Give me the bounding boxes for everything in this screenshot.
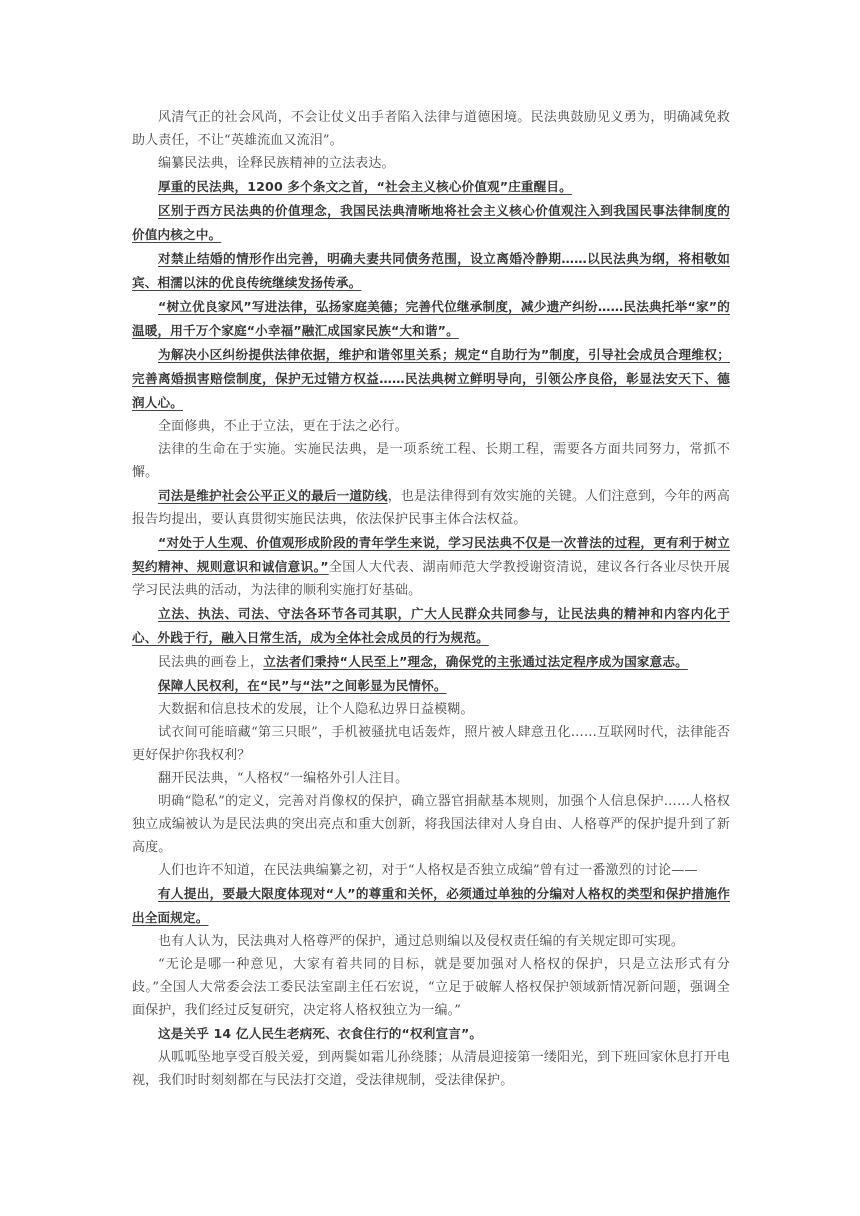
emphasized-text: 立法、执法、司法、守法各环节各司其职，广大人民群众共同参与，让民法典的精神和内容内化于心、外践于行，融入日常生活，成为全体社会成员的行为规范。 xyxy=(132,606,730,645)
paragraph-text: 全国人大代表、湖南师范大学教授谢资清说，建议各行各业尽快开展学习民法典的活动，为法律的顺利实施打好基础。 xyxy=(132,560,730,598)
emphasized-text: 保障人民权利，在“民”与“法”之间彰显为民情怀。 xyxy=(158,678,447,693)
document-page xyxy=(132,106,730,1092)
paragraph xyxy=(132,152,730,175)
paragraph xyxy=(132,721,730,767)
paragraph xyxy=(132,698,730,721)
paragraph xyxy=(132,247,730,295)
paragraph xyxy=(132,438,730,484)
emphasized-text: 对禁止结婚的情形作出完善，明确夫妻共同债务范围，设立离婚冷静期……以民法典为纲，将相敬如宾、相濡以沫的优良传统继续发扬传承。 xyxy=(132,251,730,290)
paragraph xyxy=(132,295,730,343)
paragraph xyxy=(132,175,730,199)
paragraph-text: 也有人认为，民法典对人格尊严的保护，通过总则编以及侵权责任编的有关规定即可实现。 xyxy=(158,934,685,949)
paragraph xyxy=(132,882,730,930)
emphasized-text: 这是关乎 14 亿人民生老病死、衣食住行的“权利宣言”。 xyxy=(158,1026,483,1041)
emphasized-text: 为解决小区纠纷提供法律依据，维护和谐邻里关系；规定“自助行为”制度，引导社会成员合理维权；完善离婚损害赔偿制度，保护无过错方权益……民法典树立鲜明导向，引领公序良俗，彰显法安天下、德润人心。 xyxy=(132,347,730,410)
paragraph xyxy=(132,1022,730,1046)
paragraph-text: 编纂民法典，诠释民族精神的立法表达。 xyxy=(158,156,395,171)
emphasized-text: 有人提出，要最大限度体现对“人”的尊重和关怀，必须通过单独的分编对人格权的类型和保护措施作出全面规定。 xyxy=(132,886,730,925)
paragraph xyxy=(132,953,730,1022)
paragraph-text: 明确“隐私”的定义，完善对肖像权的保护，确立器官捐献基本规则，加强个人信息保护……人格权独立成编被认为是民法典的突出亮点和重大创新，将我国法律对人身自由、人格尊严的保护提升到了新高度。 xyxy=(132,794,730,855)
paragraph-text: 风清气正的社会风尚，不会让仗义出手者陷入法律与道德困境。民法典鼓励见义勇为，明确减免救助人责任，不让“英雄流血又流泪”。 xyxy=(132,110,730,148)
emphasized-text: “树立优良家风”写进法律，弘扬家庭美德；完善代位继承制度，减少遗产纠纷……民法典托举“家”的温暖，用千万个家庭“小幸福”融汇成国家民族“大和谐”。 xyxy=(132,299,730,338)
paragraph xyxy=(132,930,730,953)
paragraph xyxy=(132,859,730,882)
paragraph xyxy=(132,106,730,152)
paragraph xyxy=(132,790,730,859)
emphasized-text: 区别于西方民法典的价值理念，我国民法典清晰地将社会主义核心价值观注入到我国民事法律制度的价值内核之中。 xyxy=(132,203,730,242)
paragraph-text: 民法典的画卷上， xyxy=(158,655,264,670)
paragraph xyxy=(132,531,730,602)
paragraph xyxy=(132,650,730,674)
paragraph xyxy=(132,602,730,650)
paragraph-text: 翻开民法典，“人格权”一编格外引人注目。 xyxy=(158,771,409,786)
paragraph-text: “无论是哪一种意见，大家有着共同的目标，就是要加强对人格权的保护，只是立法形式有分歧。”全国人大常委会法工委民法室副主任石宏说，“立足于破解人格权保护领域新情况新问题，强调全面保护，我们经过反复研究，决定将人格权独立为一编。” xyxy=(132,957,730,1018)
paragraph xyxy=(132,199,730,247)
paragraph xyxy=(132,484,730,531)
paragraph xyxy=(132,415,730,438)
paragraph-text: 法律的生命在于实施。实施民法典，是一项系统工程、长期工程，需要各方面共同努力，常抓不懈。 xyxy=(132,442,730,480)
paragraph xyxy=(132,343,730,415)
paragraph-text: 大数据和信息技术的发展，让个人隐私边界日益模糊。 xyxy=(158,702,474,717)
paragraph-text: 试衣间可能暗藏“第三只眼”，手机被骚扰电话轰炸，照片被人肆意丑化……互联网时代，法律能否更好保护你我权利？ xyxy=(132,725,730,763)
emphasized-text: 立法者们秉持“人民至上”理念，确保党的主张通过法定程序成为国家意志。 xyxy=(263,654,688,669)
paragraph-text: 从呱呱坠地享受百般关爱，到两鬓如霜儿孙绕膝；从清晨迎接第一缕阳光，到下班回家休息打开电视，我们时时刻刻都在与民法打交道，受法律规制，受法律保护。 xyxy=(132,1050,730,1088)
paragraph-text: 全面修典，不止于立法，更在于法之必行。 xyxy=(158,419,408,434)
paragraph xyxy=(132,674,730,698)
paragraph-text: 人们也许不知道，在民法典编纂之初，对于“人格权是否独立成编”曾有过一番激烈的讨论—— xyxy=(158,863,698,878)
paragraph xyxy=(132,1046,730,1092)
paragraph xyxy=(132,767,730,790)
emphasized-text: 厚重的民法典，1200 多个条文之首，“社会主义核心价值观”庄重醒目。 xyxy=(158,179,572,194)
emphasized-text: 司法是维护社会公平正义的最后一道防线 xyxy=(158,488,388,503)
paragraph-text: ，也是法律得到有效实施的关键。人们注意到，今年的两高报告均提出，要认真贯彻实施民法典，依法保护民事主体合法权益。 xyxy=(132,489,730,527)
emphasized-text: “对处于人生观、价值观形成阶段的青年学生来说，学习民法典不仅是一次普法的过程，更有利于树立契约精神、规则意识和诚信意识。” xyxy=(132,535,730,574)
